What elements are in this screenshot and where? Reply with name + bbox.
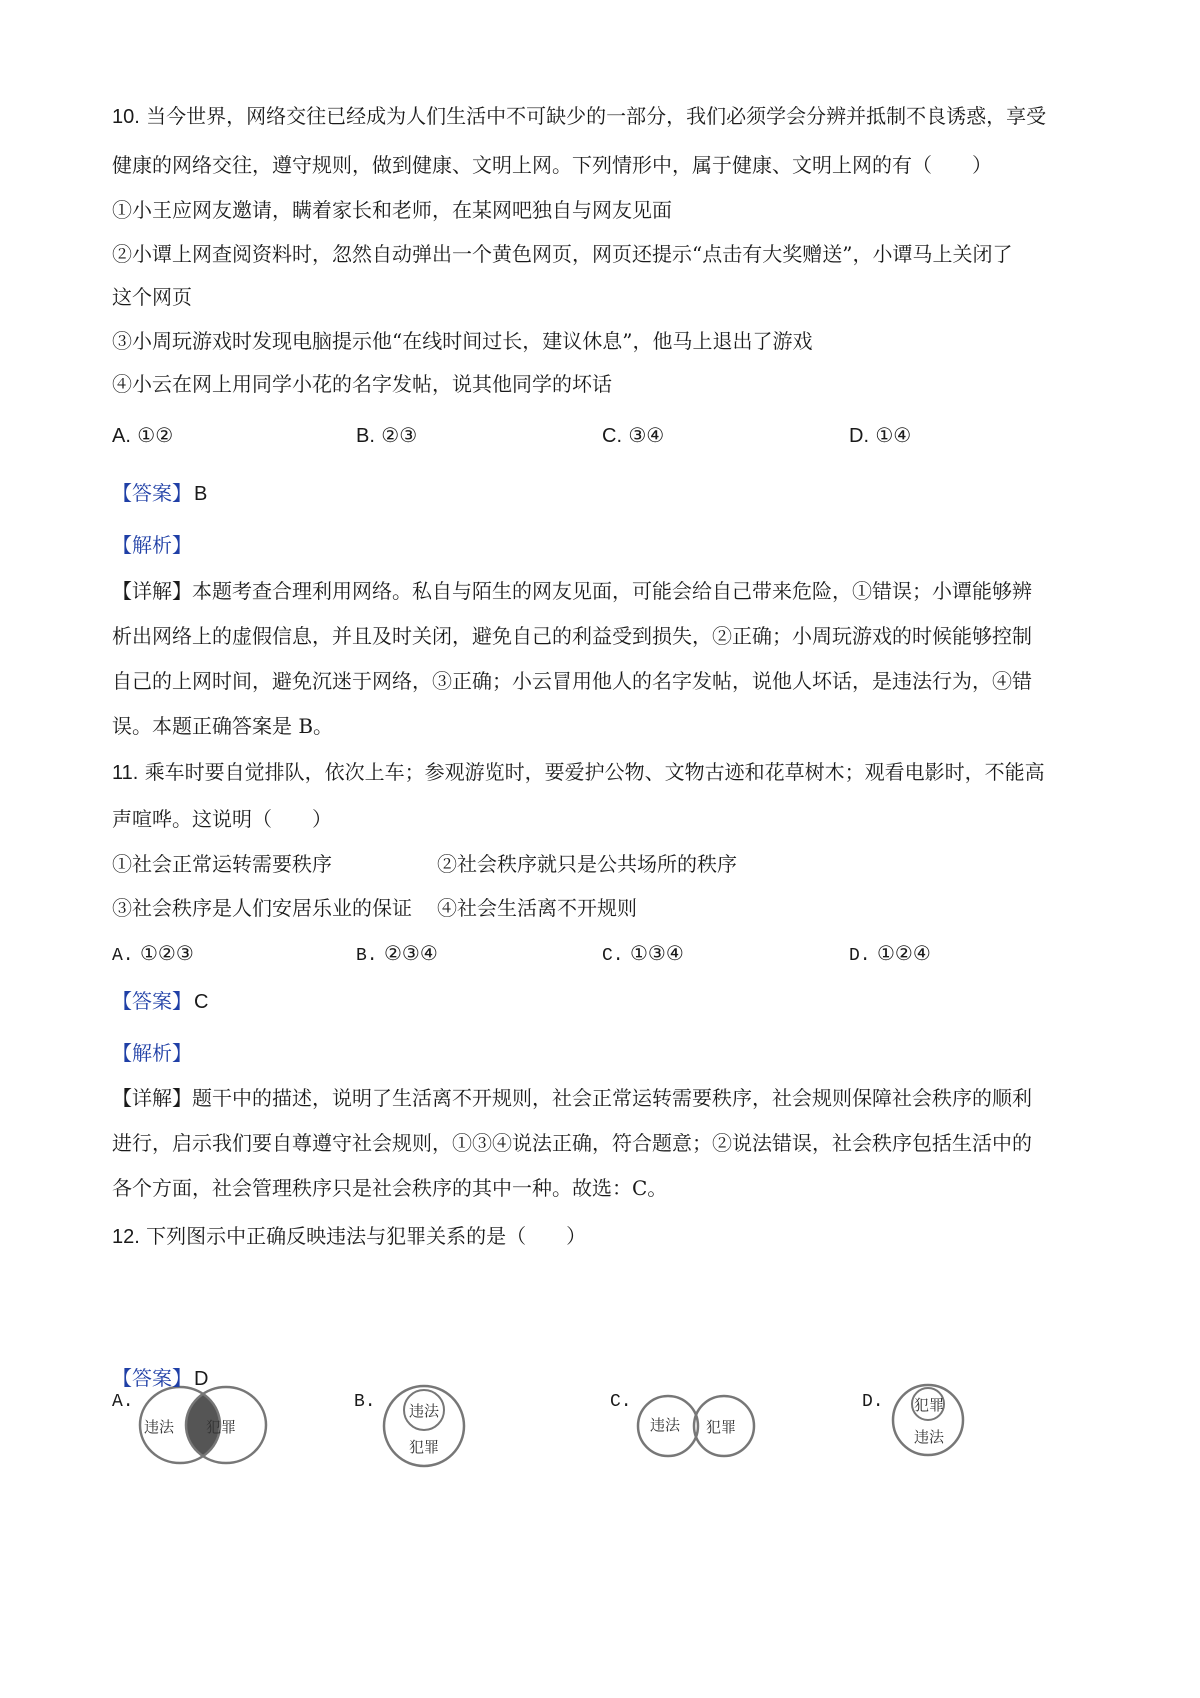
q10-analysis-label: 【解析】: [112, 533, 192, 557]
q10-stem-2: 健康的网络交往，遵守规则，做到健康、文明上网。下列情形中，属于健康、文明上网的有（ ）: [112, 153, 992, 177]
q11-stem-2: 声喧哗。这说明（ ）: [112, 807, 332, 831]
q10-number: 10.: [112, 106, 140, 128]
q12-b-inner-label: 犯罪: [409, 1438, 440, 1456]
nested-circle-figure-b: [380, 1380, 470, 1470]
q12-diagram-c-letter: C.: [610, 1392, 632, 1412]
q11-detail-3: 各个方面，社会管理秩序只是社会秩序的其中一种。故选：C。: [112, 1176, 668, 1200]
q10-statement-4: ④小云在网上用同学小花的名字发帖，说其他同学的坏话: [112, 372, 612, 396]
q11-option-a: A. ①②③: [112, 941, 194, 966]
venn-overlap-figure: [138, 1380, 268, 1470]
q10-detail-2: 析出网络上的虚假信息，并且及时关闭，避免自己的利益受到损失，②正确；小周玩游戏的时候能够控制: [112, 624, 1032, 648]
separate-circles-figure: [636, 1380, 756, 1470]
q11-option-d: D. ①②④: [849, 941, 931, 966]
q10-stem-1: 当今世界，网络交往已经成为人们生活中不可缺少的一部分，我们必须学会分辨并抵制不良诱惑，享受: [146, 104, 1047, 128]
q11-analysis-label: 【解析】: [112, 1041, 192, 1065]
q11-detail-2: 进行，启示我们要自尊遵守社会规则，①③④说法正确，符合题意；②说法错误，社会秩序包括生活中的: [112, 1131, 1032, 1155]
q11-statement-2: ②社会秩序就只是公共场所的秩序: [437, 852, 737, 876]
q11-stem-1: 乘车时要自觉排队，依次上车；参观游览时，要爱护公物、文物古迹和花草树木；观看电影时，不能高: [144, 760, 1045, 784]
q12-d-inner-label: 违法: [914, 1428, 945, 1446]
q10-option-c: C. ③④: [602, 423, 665, 447]
q12-diagram-b: [354, 1380, 470, 1474]
q11-option-c: C. ①③④: [602, 941, 684, 966]
q10-option-d: D. ①④: [849, 423, 912, 447]
q11-detail-1: 【详解】题干中的描述，说明了生活离不开规则，社会正常运转需要秩序，社会规则保障社会秩序的顺利: [112, 1086, 1032, 1110]
q12-diagram-c: [610, 1380, 756, 1474]
q10-statement-2b: 这个网页: [112, 285, 192, 309]
q10-statement-2a: ②小谭上网查阅资料时，忽然自动弹出一个黄色网页，网页还提示“点击有大奖赠送”，小谭马上关闭了: [112, 242, 1013, 266]
q12-answer: 【答案】 D: [112, 1366, 209, 1390]
q10-option-a: A. ①②: [112, 423, 174, 447]
nested-circle-figure-d: [888, 1380, 968, 1460]
q12-number: 12.: [112, 1226, 140, 1248]
q10-detail-1: 【详解】本题考查合理利用网络。私自与陌生的网友见面，可能会给自己带来危险，①错误；小谭能够辨: [112, 579, 1032, 603]
q12-a-right-label: 犯罪: [206, 1418, 237, 1436]
q12-line-1: [112, 1223, 586, 1250]
q12-diagram-d: [862, 1380, 968, 1464]
q12-a-left-label: 违法: [144, 1418, 175, 1436]
q10-option-b: B. ②③: [356, 423, 418, 447]
q12-d-outer-label: 犯罪: [914, 1396, 945, 1414]
q10-statement-1: ①小王应网友邀请，瞒着家长和老师，在某网吧独自与网友见面: [112, 198, 672, 222]
q12-diagram-a: [112, 1380, 268, 1474]
q11-option-b: B. ②③④: [356, 941, 438, 966]
q10-statement-3: ③小周玩游戏时发现电脑提示他“在线时间过长，建议休息”，他马上退出了游戏: [112, 329, 813, 353]
q12-diagram-b-letter: B.: [354, 1392, 376, 1412]
q11-line-1: [112, 759, 1045, 786]
q10-answer: 【答案】 B: [112, 481, 208, 505]
q12-stem: 下列图示中正确反映违法与犯罪关系的是（ ）: [146, 1224, 587, 1248]
q11-answer: 【答案】 C: [112, 989, 209, 1013]
q12-diagram-d-letter: D.: [862, 1392, 884, 1412]
q11-statement-3: ③社会秩序是人们安居乐业的保证: [112, 896, 412, 920]
q10-detail-4: 误。本题正确答案是 B。: [112, 714, 334, 738]
q10-detail-3: 自己的上网时间，避免沉迷于网络，③正确；小云冒用他人的名字发帖，说他人坏话，是违法行为，④错: [112, 669, 1032, 693]
q12-c-right-label: 犯罪: [706, 1418, 737, 1436]
q12-b-outer-label: 违法: [409, 1402, 440, 1420]
q12-diagram-a-letter: A.: [112, 1392, 134, 1412]
q12-c-left-label: 违法: [650, 1416, 681, 1434]
q10-line-1: [112, 103, 1046, 130]
q11-statement-4: ④社会生活离不开规则: [437, 896, 637, 920]
q11-statement-1: ①社会正常运转需要秩序: [112, 852, 332, 876]
q11-number: 11.: [112, 762, 139, 784]
